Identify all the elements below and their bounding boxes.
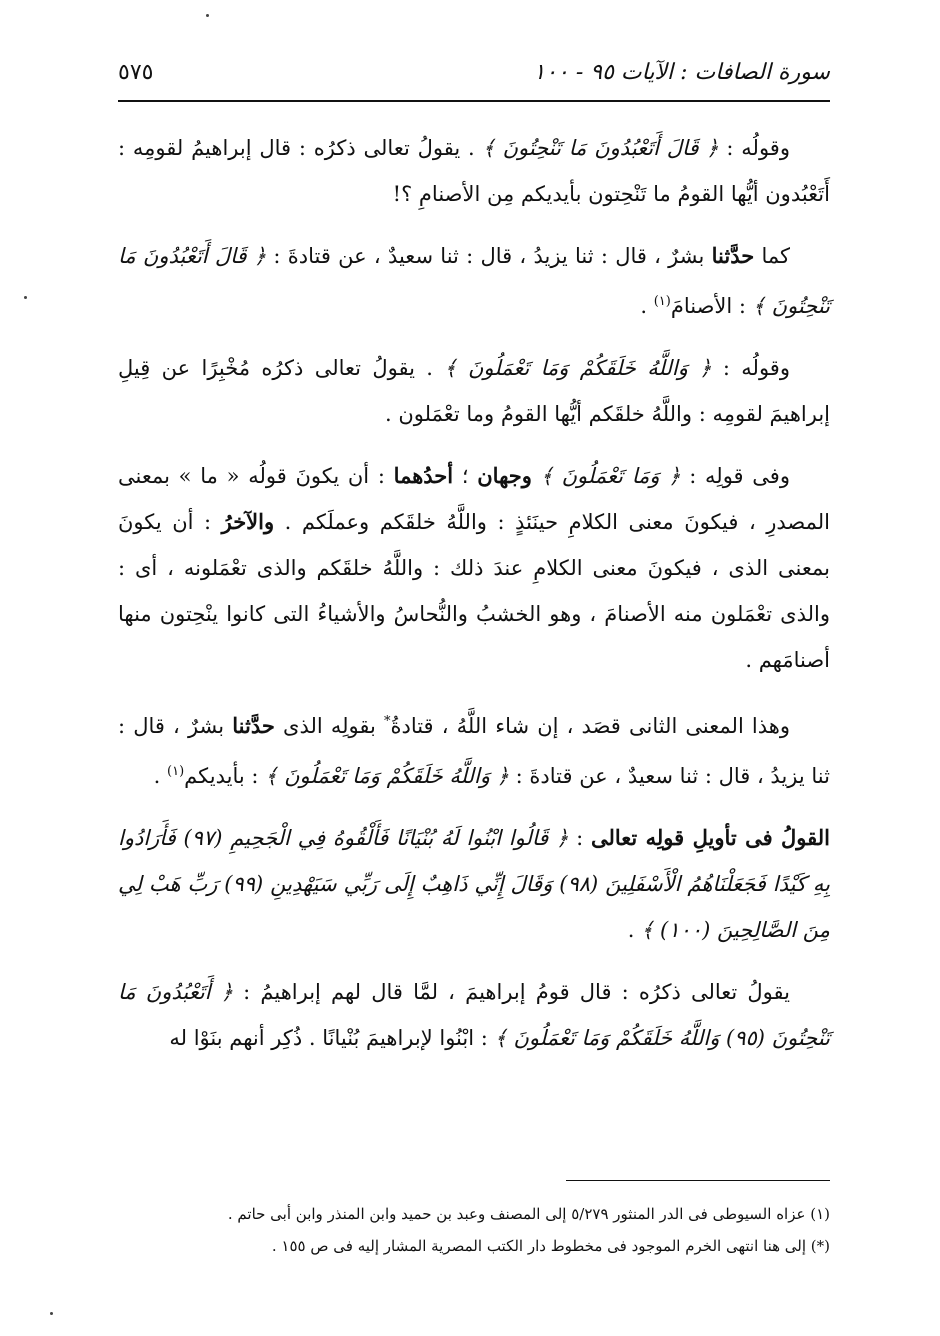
section-heading: القولُ فى تأويلِ قولِه تعالى	[590, 825, 830, 850]
footnote-ref: (١)	[653, 294, 671, 309]
text-run: : الأصنامَ	[670, 294, 753, 318]
text-run: وقولُه :	[718, 136, 790, 160]
paragraph-6	[118, 815, 830, 953]
text-run: بشرٌ ، قال : ثنا يزيدُ ، قال : ثنا سعيدٌ ، عن قتادةَ :	[118, 714, 830, 788]
narration-term: حدَّثنا	[711, 243, 755, 268]
text-run: :	[568, 826, 591, 850]
paragraph-5	[118, 699, 830, 799]
paragraph-7	[118, 969, 830, 1061]
text-run: : بأيديكم	[184, 764, 266, 788]
quran-quote: ﴿ قَالُوا ابْنُوا لَهُ بُنْيَانًا فَأَلْقُوهُ فِي الْجَحِيمِ (٩٧) فَأَرَادُوا بِهِ كَيْدًا فَجَعَلْنَاهُمُ الْأَسْفَلِينَ (٩٨) وَقَالَ إِنِّي ذَاهِبٌ إِلَى رَبِّي سَيَهْدِينِ (٩٩) رَبِّ هَبْ لِي مِنَ الصَّالِحِينَ (١٠٠) ﴾	[118, 826, 830, 942]
text-run: كما	[754, 244, 790, 268]
text-run: .	[640, 294, 654, 318]
page-body	[118, 125, 830, 1077]
text-run: .	[153, 764, 168, 788]
text-run: بشرٌ ، قال : ثنا يزيدُ ، قال : ثنا سعيدٌ ، عن قتادةَ :	[266, 244, 712, 268]
header-rule	[118, 100, 830, 102]
scan-speck	[206, 14, 209, 17]
text-run: . يقولُ تعالى ذكرُه مُخْبِرًا عن قِيلِ إبراهيمَ لقومِه : واللَّهُ خلقَكم أيُّها القومُ وما تعْمَلون .	[118, 356, 830, 426]
paragraph-2	[118, 233, 830, 329]
bold-term: والآخرُ	[221, 509, 275, 534]
bold-term: أحدُهما	[393, 463, 454, 488]
bold-term: وجهان	[477, 463, 532, 488]
text-run: : ابْنُوا لإبراهيمَ بُنْيانًا . ذُكِر أنهم بنَوْا له	[169, 1026, 495, 1050]
text-run: وقولُه :	[711, 356, 790, 380]
scan-speck	[50, 1312, 53, 1315]
text-run	[532, 464, 541, 488]
footnote-rule	[566, 1180, 830, 1181]
paragraph-4	[118, 453, 830, 683]
footnote-2: (*) إلى هنا انتهى الخرم الموجود فى مخطوط دار الكتب المصرية المشار إليه فى ص ١٥٥ .	[271, 1237, 830, 1255]
quran-quote: ﴿ وَمَا تَعْمَلُونَ ﴾	[540, 464, 681, 488]
page-header	[118, 52, 830, 92]
footnote-ref: (١)	[167, 764, 185, 779]
quran-quote: ﴿ أَتَعْبُدُونَ مَا تَنْحِتُونَ (٩٥) وَاللَّهُ خَلَقَكُمْ وَمَا تَعْمَلُونَ ﴾	[118, 980, 830, 1050]
running-title: سورة الصافات : الآيات ٩٥ - ١٠٠	[533, 59, 830, 85]
text-run: وفى قولِه :	[680, 464, 790, 488]
paragraph-1	[118, 125, 830, 217]
text-run: بقولِه الذى	[274, 714, 384, 738]
text-run: وهذا المعنى الثانى قصَد ، إن شاء اللَّهُ ، قتادةُ	[390, 714, 790, 738]
quran-quote: ﴿ قَالَ أَتَعْبُدُونَ مَا تَنْحِتُونَ ﴾	[118, 244, 830, 318]
quran-quote: ﴿ قَالَ أَتَعْبُدُونَ مَا تَنْحِتُونَ ﴾	[482, 136, 719, 160]
text-run: : أن يكونَ قولُه « ما » بمعنى المصدرِ ، فيكونَ معنى الكلامِ حينَئذٍ : واللَّهُ خلقَكم وعملَكم .	[118, 464, 830, 534]
text-run: .	[627, 918, 642, 942]
paragraph-3	[118, 345, 830, 437]
page-number: ٥٧٥	[118, 59, 154, 85]
text-run: . يقولُ تعالى ذكرُه : قال إبراهيمُ لقومِه : أَتَعْبُدون أيُّها القومُ ما تَنْحِتون بأيديكم مِن الأصنامِ ؟!	[118, 136, 830, 206]
manuscript-marker: *	[383, 714, 391, 729]
footnote-1: (١) عزاه السيوطى فى الدر المنثور ٥/٢٧٩ إلى المصنف وعبد بن حميد وابن المنذر وابن أبى حاتم .	[227, 1205, 830, 1223]
text-run: يقولُ تعالى ذكرُه : قال قومُ إبراهيمَ ، لمَّا قال لهم إبراهيمُ :	[233, 980, 790, 1004]
narration-term: حدَّثنا	[232, 713, 275, 738]
text-run: : أن يكونَ بمعنى الذى ، فيكونَ معنى الكلامِ عندَ ذلك : واللَّهُ خلقَكم والذى تعْمَلونه ، أى : والذى تعْمَلون منه الأصنامَ ، وهو الخشبُ والنُّحاسُ والأشياءُ التى كانوا ينْحِتون منها أصنامَهم .	[118, 510, 830, 672]
quran-quote: ﴿ وَاللَّهُ خَلَقَكُمْ وَمَا تَعْمَلُونَ ﴾	[265, 764, 509, 788]
quran-quote: ﴿ وَاللَّهُ خَلَقَكُمْ وَمَا تَعْمَلُونَ ﴾	[444, 356, 712, 380]
footnotes	[118, 1198, 830, 1262]
scan-speck	[24, 296, 27, 299]
text-run: ؛	[453, 464, 478, 488]
